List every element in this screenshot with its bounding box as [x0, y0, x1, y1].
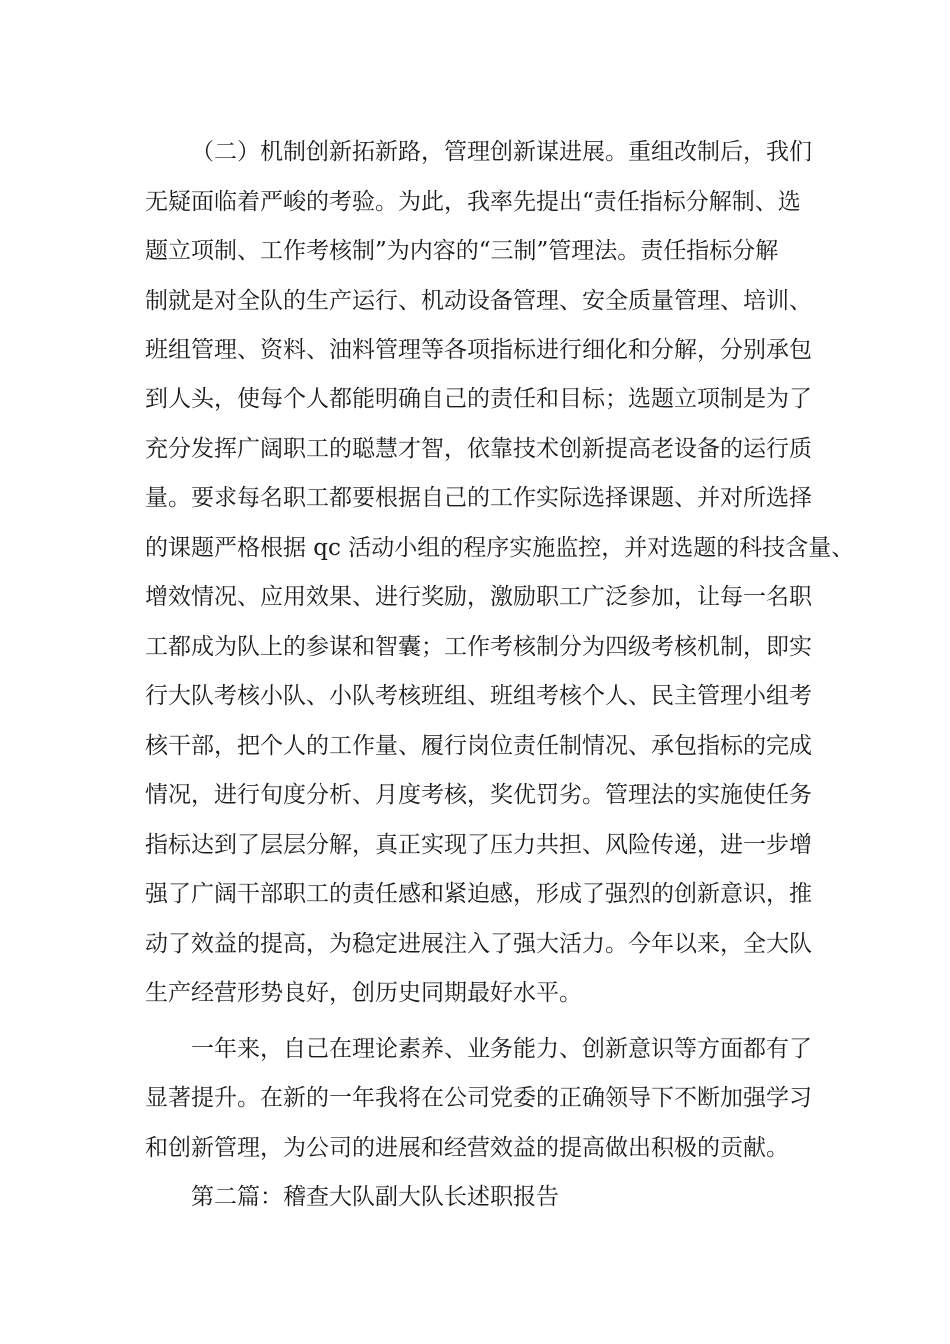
section-heading: 第二篇：稽查大队副大队长述职报告	[191, 1184, 559, 1210]
paragraph-1-line-14: 情况，进行旬度分析、月度考核，奖优罚劣。管理法的实施使任务	[145, 782, 812, 808]
paragraph-2-line-1: 一年来，自己在理论素养、业务能力、创新意识等方面都有了	[191, 1036, 812, 1062]
paragraph-1-line-16: 强了广阔干部职工的责任感和紧迫感，形成了强烈的创新意识，推	[145, 881, 812, 907]
paragraph-1-line-7: 充分发挥广阔职工的聪慧才智，依靠技术创新提高老设备的运行质	[145, 436, 812, 462]
paragraph-1-line-8: 量。要求每名职工都要根据自己的工作实际选择课题、并对所选择	[145, 485, 812, 511]
paragraph-1-line-4: 制就是对全队的生产运行、机动设备管理、安全质量管理、培训、	[145, 288, 812, 314]
paragraph-1-line-12: 行大队考核小队、小队考核班组、班组考核个人、民主管理小组考	[145, 683, 812, 709]
paragraph-1-line-10: 增效情况、应用效果、进行奖励，激励职工广泛参加，让每一名职	[145, 584, 812, 610]
paragraph-1-line-2: 无疑面临着严峻的考验。为此，我率先提出“责任指标分解制、选	[145, 189, 801, 215]
paragraph-1-line-15: 指标达到了层层分解，真正实现了压力共担、风险传递，进一步增	[145, 832, 812, 858]
paragraph-1-line-6: 到人头，使每个人都能明确自己的责任和目标；选题立项制是为了	[145, 386, 812, 412]
paragraph-2-line-2: 显著提升。在新的一年我将在公司党委的正确领导下不断加强学习	[145, 1085, 812, 1111]
paragraph-1-line-17: 动了效益的提高，为稳定进展注入了强大活力。今年以来，全大队	[145, 931, 812, 957]
paragraph-1-line-18: 生产经营形势良好，创历史同期最好水平。	[145, 980, 582, 1006]
paragraph-2-line-3: 和创新管理，为公司的进展和经营效益的提高做出积极的贡献。	[145, 1135, 789, 1161]
paragraph-1-line-13: 核干部，把个人的工作量、履行岗位责任制情况、承包指标的完成	[145, 733, 812, 759]
paragraph-1-line-1: （二）机制创新拓新路，管理创新谋进展。重组改制后，我们	[191, 139, 812, 165]
paragraph-1-line-5: 班组管理、资料、油料管理等各项指标进行细化和分解，分别承包	[145, 337, 812, 363]
paragraph-1-line-3: 题立项制、工作考核制”为内容的“三制”管理法。责任指标分解	[145, 238, 779, 264]
paragraph-1-line-9: 的课题严格根据 qc 活动小组的程序实施监控，并对选题的科技含量、	[145, 535, 855, 561]
paragraph-1-line-11: 工都成为队上的参谋和智囊；工作考核制分为四级考核机制，即实	[145, 634, 812, 660]
